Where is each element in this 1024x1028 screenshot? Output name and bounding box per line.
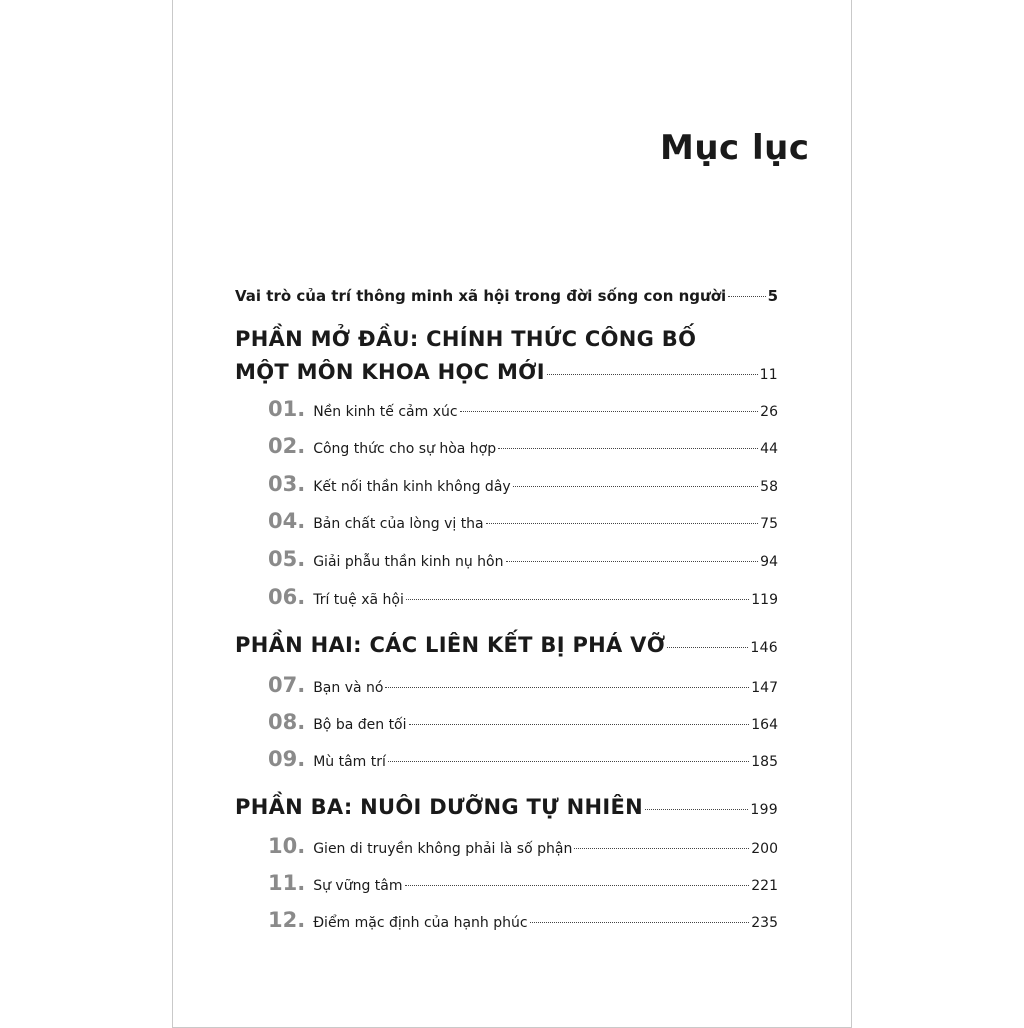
chapter-number: 12.: [268, 908, 306, 932]
chapter-label: Kết nối thần kinh không dây: [313, 479, 511, 495]
toc-chapter: [268, 472, 778, 496]
chapter-label: Công thức cho sự hòa hợp: [313, 441, 497, 457]
toc-chapter: [268, 509, 778, 533]
toc-chapter: [268, 397, 778, 421]
chapter-page: 58: [760, 479, 778, 495]
toc-chapter: [268, 710, 778, 734]
chapter-number: 09.: [268, 747, 306, 771]
leader-dots: [645, 809, 748, 810]
chapter-number: 02.: [268, 434, 306, 458]
toc-entry-intro: [235, 287, 778, 305]
page-title: Mục lục: [660, 128, 810, 168]
leader-dots: [513, 486, 758, 487]
chapter-number: 03.: [268, 472, 306, 496]
chapter-number: 04.: [268, 509, 306, 533]
chapter-label: Điểm mặc định của hạnh phúc: [313, 915, 528, 931]
leader-dots: [486, 523, 759, 524]
leader-dots: [460, 411, 759, 412]
leader-dots: [530, 922, 750, 923]
leader-dots: [405, 885, 750, 886]
entry-page: 5: [767, 287, 778, 305]
part-label: MỘT MÔN KHOA HỌC MỚI: [235, 360, 545, 384]
toc-part-1: [235, 360, 778, 384]
leader-dots: [506, 561, 759, 562]
part-page: 199: [750, 802, 778, 818]
part-heading-line1: PHẦN MỞ ĐẦU: CHÍNH THỨC CÔNG BỐ: [235, 327, 697, 351]
leader-dots: [667, 647, 748, 648]
chapter-label: Bạn và nó: [313, 680, 384, 696]
leader-dots: [406, 599, 749, 600]
chapter-label: Gien di truyền không phải là số phận: [313, 841, 573, 857]
chapter-page: 94: [760, 554, 778, 570]
chapter-label: Bản chất của lòng vị tha: [313, 516, 484, 532]
leader-dots: [498, 448, 758, 449]
part-label: PHẦN HAI: CÁC LIÊN KẾT BỊ PHÁ VỠ: [235, 633, 666, 657]
chapter-page: 26: [760, 404, 778, 420]
leader-dots: [547, 374, 758, 375]
part-label: PHẦN BA: NUÔI DƯỠNG TỰ NHIÊN: [235, 795, 643, 819]
leader-dots: [388, 761, 749, 762]
chapter-number: 08.: [268, 710, 306, 734]
toc-chapter: [268, 908, 778, 932]
chapter-page: 164: [751, 717, 778, 733]
chapter-label: Trí tuệ xã hội: [313, 592, 404, 608]
toc-chapter: [268, 871, 778, 895]
part-page: 11: [759, 367, 778, 383]
toc-chapter: [268, 834, 778, 858]
toc-part-2: [235, 633, 778, 657]
toc-part-3: [235, 795, 778, 819]
toc-chapter: [268, 747, 778, 771]
leader-dots: [409, 724, 750, 725]
chapter-page: 200: [751, 841, 778, 857]
chapter-number: 07.: [268, 673, 306, 697]
toc-chapter: [268, 585, 778, 609]
chapter-page: 221: [751, 878, 778, 894]
chapter-page: 119: [751, 592, 778, 608]
chapter-page: 235: [751, 915, 778, 931]
toc-chapter: [268, 547, 778, 571]
chapter-page: 147: [751, 680, 778, 696]
chapter-number: 05.: [268, 547, 306, 571]
chapter-number: 11.: [268, 871, 306, 895]
chapter-label: Sự vững tâm: [313, 878, 403, 894]
toc-chapter: [268, 434, 778, 458]
toc-chapter: [268, 673, 778, 697]
chapter-label: Giải phẫu thần kinh nụ hôn: [313, 554, 504, 570]
chapter-page: 44: [760, 441, 778, 457]
leader-dots: [385, 687, 749, 688]
chapter-label: Nền kinh tế cảm xúc: [313, 404, 458, 420]
chapter-label: Bộ ba đen tối: [313, 717, 407, 733]
chapter-page: 185: [751, 754, 778, 770]
leader-dots: [574, 848, 749, 849]
chapter-number: 10.: [268, 834, 306, 858]
entry-label: Vai trò của trí thông minh xã hội trong đời sống con người: [235, 287, 727, 305]
part-page: 146: [750, 640, 778, 656]
leader-dots: [728, 296, 765, 297]
chapter-number: 01.: [268, 397, 306, 421]
chapter-number: 06.: [268, 585, 306, 609]
chapter-label: Mù tâm trí: [313, 754, 386, 770]
chapter-page: 75: [760, 516, 778, 532]
